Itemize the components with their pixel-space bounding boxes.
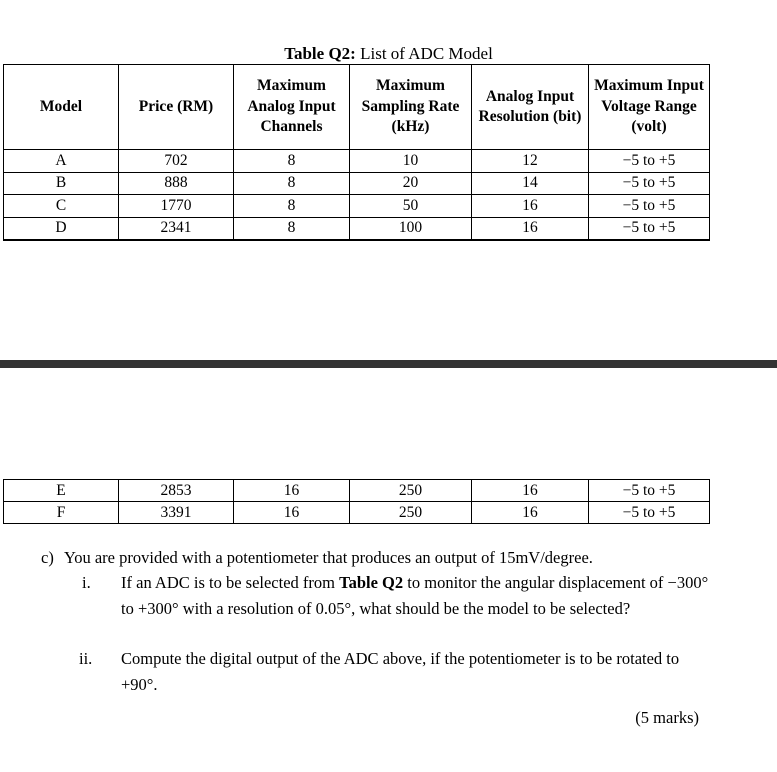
- adc-table-bottom: [3, 479, 710, 524]
- cell-channels: 8: [234, 150, 350, 173]
- cell-sampling-rate: 20: [350, 172, 472, 195]
- question-c-label: c): [41, 548, 54, 567]
- part-i-table-ref: Table Q2: [339, 573, 404, 592]
- table-row: [4, 195, 710, 218]
- table-caption-text: List of ADC Model: [355, 44, 493, 63]
- cell-price: 2853: [119, 480, 234, 502]
- marks-label: (5 marks): [635, 708, 699, 727]
- page-divider: [0, 360, 777, 368]
- cell-sampling-rate: 250: [350, 502, 472, 524]
- cell-model: E: [4, 480, 119, 502]
- header-channels: Maximum Analog Input Channels: [234, 65, 350, 150]
- question-c-text: You are provided with a potentiometer that produces an output of 15mV/degree.: [63, 548, 593, 567]
- header-model: Model: [4, 65, 119, 150]
- part-i-text-after: to monitor the angular displacement of −300° to +300° with a resolution of 0.05°, what should be the model to be selected?: [121, 573, 709, 618]
- cell-sampling-rate: 250: [350, 480, 472, 502]
- cell-resolution: 14: [472, 172, 589, 195]
- cell-price: 702: [119, 150, 234, 173]
- header-sampling-rate: Maximum Sampling Rate (kHz): [350, 65, 472, 150]
- header-voltage-range: Maximum Input Voltage Range (volt): [589, 65, 710, 150]
- cell-channels: 8: [234, 172, 350, 195]
- header-price: Price (RM): [119, 65, 234, 150]
- table-row: [4, 502, 710, 524]
- cell-resolution: 16: [472, 502, 589, 524]
- cell-price: 2341: [119, 217, 234, 240]
- header-resolution: Analog Input Resolution (bit): [472, 65, 589, 150]
- adc-table-top: [3, 64, 710, 241]
- part-ii-label: ii.: [79, 649, 93, 668]
- cell-channels: 8: [234, 195, 350, 218]
- cell-channels: 8: [234, 217, 350, 240]
- cell-model: C: [4, 195, 119, 218]
- cell-model: F: [4, 502, 119, 524]
- table-row: [4, 150, 710, 173]
- cell-sampling-rate: 100: [350, 217, 472, 240]
- cell-channels: 16: [234, 502, 350, 524]
- cell-voltage-range: −5 to +5: [589, 480, 710, 502]
- cell-voltage-range: −5 to +5: [589, 172, 710, 195]
- cell-model: A: [4, 150, 119, 173]
- cell-model: B: [4, 172, 119, 195]
- cell-voltage-range: −5 to +5: [589, 217, 710, 240]
- table-row: [4, 172, 710, 195]
- table-row: [4, 217, 710, 240]
- cell-model: D: [4, 217, 119, 240]
- cell-resolution: 16: [472, 480, 589, 502]
- table-caption-label: Table Q2:: [284, 44, 356, 63]
- cell-voltage-range: −5 to +5: [589, 502, 710, 524]
- table-header-row: [4, 65, 710, 150]
- part-ii-text: Compute the digital output of the ADC above, if the potentiometer is to be rotated to +90°.: [121, 649, 680, 694]
- table-row: [4, 480, 710, 502]
- cell-resolution: 12: [472, 150, 589, 173]
- question-c: [41, 545, 593, 570]
- part-i-text: [121, 570, 711, 621]
- cell-price: 888: [119, 172, 234, 195]
- cell-resolution: 16: [472, 217, 589, 240]
- cell-resolution: 16: [472, 195, 589, 218]
- cell-sampling-rate: 50: [350, 195, 472, 218]
- part-i-label: i.: [82, 573, 91, 592]
- part-i-text-before: If an ADC is to be selected from: [121, 573, 340, 592]
- cell-price: 1770: [119, 195, 234, 218]
- cell-channels: 16: [234, 480, 350, 502]
- cell-voltage-range: −5 to +5: [589, 150, 710, 173]
- cell-sampling-rate: 10: [350, 150, 472, 173]
- table-caption: [0, 44, 777, 64]
- cell-price: 3391: [119, 502, 234, 524]
- cell-voltage-range: −5 to +5: [589, 195, 710, 218]
